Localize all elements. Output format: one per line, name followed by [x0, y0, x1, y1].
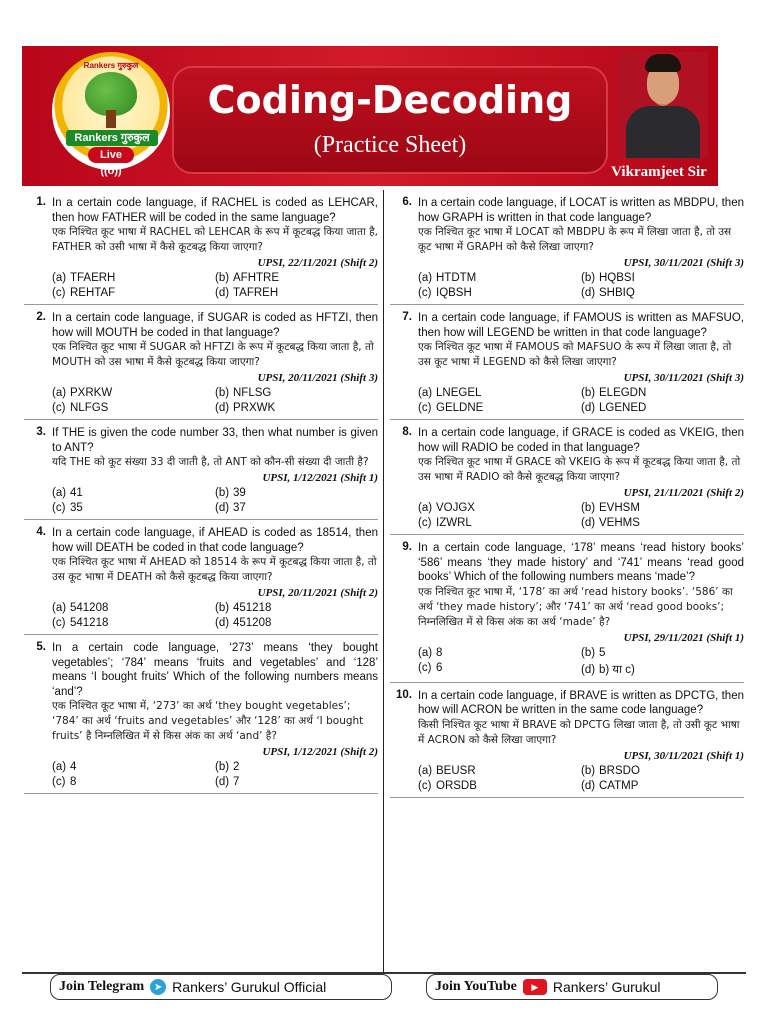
option-letter: (d) [215, 617, 230, 629]
option-item[interactable] [418, 272, 581, 284]
option-item[interactable] [418, 517, 581, 529]
option-letter: (c) [418, 779, 432, 792]
option-letter: (b) [581, 387, 596, 399]
question-number: 9. [402, 541, 412, 553]
option-value: HTDTM [436, 272, 477, 284]
question-text-hi: एक निश्चित कूट भाषा में LOCAT को MBDPU के रूप में लिखा जाता है, तो उस कूट भाषा में GRAPH को कैसे लिखा जाएगा? [418, 226, 732, 253]
question-item [24, 311, 378, 420]
question-item [390, 311, 744, 420]
option-value: VOJGX [436, 502, 475, 514]
option-letter: (c) [52, 617, 66, 629]
option-letter: (c) [418, 287, 432, 299]
option-item[interactable] [418, 765, 581, 777]
question-item [24, 196, 378, 305]
option-value: TFAERH [70, 272, 116, 284]
question-separator [390, 682, 744, 683]
option-item[interactable] [581, 647, 744, 659]
option-value: b) या c) [599, 663, 635, 676]
question-text-hi: एक निश्चित कूट भाषा में, ‘273’ का अर्थ ‘they bought vegetables’; ‘784’ का अर्थ ‘fruits and vegetables’ और ‘128’ का अर्थ ‘I bought fruits’ है निम्नलिखित में से किस अंक का अर्थ ‘and’ है? [52, 700, 364, 742]
question-separator [24, 634, 378, 635]
option-value: 5 [599, 646, 606, 659]
question-number: 1. [36, 196, 46, 208]
option-value: 451218 [233, 602, 272, 614]
presenter-name: Vikramjeet Sir [611, 164, 707, 180]
youtube-link[interactable] [426, 974, 718, 1000]
options-grid [418, 387, 744, 414]
option-letter: (d) [581, 663, 596, 676]
question-source: UPSI, 29/11/2021 (Shift 1) [623, 631, 744, 644]
option-letter: (b) [215, 761, 230, 773]
question-text-en: In a certain code language, if BRAVE is written as DPCTG, then how will ACRON be written in the same code language? [418, 689, 744, 716]
option-value: TAFREH [233, 287, 279, 299]
option-value: IQBSH [436, 287, 472, 299]
option-value: 4 [70, 761, 77, 773]
question-number: 4. [36, 526, 46, 538]
option-item[interactable] [52, 776, 215, 788]
option-letter: (c) [52, 402, 66, 414]
option-letter: (b) [581, 502, 596, 514]
photo-body [626, 106, 700, 158]
option-item[interactable] [52, 402, 215, 414]
option-letter: (a) [418, 764, 433, 777]
option-value: NFLSG [233, 387, 272, 399]
option-value: 35 [70, 502, 83, 514]
question-text-en: In a certain code language, if GRACE is coded as VKEIG, then how will RADIO be coded in that language? [418, 427, 744, 454]
question-number: 3. [36, 426, 46, 438]
question-number: 7. [402, 311, 412, 323]
option-value: 7 [233, 776, 240, 788]
left-column [24, 196, 378, 800]
option-item[interactable] [52, 602, 215, 614]
option-item[interactable] [418, 402, 581, 414]
question-text-hi: एक निश्चित कूट भाषा में RACHEL को LEHCAR के रूप में कूटबद्ध किया जाता है, FATHER को उसी भाषा में कैसे कूटबद्ध किया जाएगा? [52, 226, 378, 253]
question-text-hi: यदि THE को कूट संख्या 33 दी जाती है, तो ANT को कौन-सी संख्या दी जाती है? [52, 456, 369, 468]
option-item[interactable] [581, 780, 744, 792]
option-item[interactable] [581, 272, 744, 284]
option-value: 41 [70, 487, 83, 499]
question-text-hi: एक निश्चित कूट भाषा में AHEAD को 18514 के रूप में कूटबद्ध किया जाता है, तो उस कूट भाषा में DEATH को कैसे कूटबद्ध किया जाएगा? [52, 556, 377, 583]
option-value: CATMP [599, 779, 639, 792]
question-text-hi: एक निश्चित कूट भाषा में, ‘178’ का अर्थ ‘read history books’. ‘586’ का अर्थ ‘they made history’; और ‘741’ का अर्थ ‘read good books’; निम्नलिखित में से किस अंक का अर्थ ‘made’ है? [418, 585, 733, 628]
question-source: UPSI, 30/11/2021 (Shift 1) [623, 749, 744, 762]
question-number: 6. [402, 196, 412, 208]
option-value: 8 [436, 646, 443, 659]
option-value: ORSDB [436, 779, 477, 792]
question-source: UPSI, 1/12/2021 (Shift 2) [262, 746, 378, 758]
question-text-en: In a certain code language, if AHEAD is coded as 18514, then how will DEATH be coded in that code language? [52, 527, 378, 554]
option-letter: (b) [215, 272, 230, 284]
logo-brand: Rankers गुरुकुल [66, 130, 158, 146]
option-letter: (d) [215, 402, 230, 414]
option-letter: (b) [215, 487, 230, 499]
option-letter: (c) [418, 517, 432, 529]
option-item[interactable] [215, 487, 378, 499]
option-item[interactable] [52, 487, 215, 499]
question-separator [24, 793, 378, 794]
option-item[interactable] [215, 287, 378, 299]
header-banner [22, 46, 718, 186]
option-letter: (a) [52, 761, 67, 773]
question-text-en: In a certain code language, if RACHEL is coded as LEHCAR, then how FATHER will be coded in the same language? [52, 197, 378, 224]
question-item [390, 541, 744, 683]
option-item[interactable] [581, 402, 744, 414]
option-letter: (d) [581, 287, 596, 299]
question-separator [390, 304, 744, 305]
option-letter: (d) [581, 517, 596, 529]
option-letter: (b) [581, 272, 596, 284]
option-letter: (d) [581, 779, 596, 792]
options-grid [52, 387, 378, 414]
option-value: 6 [436, 661, 443, 674]
options-grid [52, 761, 378, 788]
question-text-en: In a certain code language, ‘273’ means ‘they bought vegetables’; ‘784’ means ‘fruits and vegetables’ and ‘128’ means ‘I bought fruits’ Which of the following numbers means ‘and’? [52, 642, 378, 698]
telegram-link[interactable] [50, 974, 392, 1000]
question-separator [390, 419, 744, 420]
question-source: UPSI, 20/11/2021 (Shift 2) [257, 587, 378, 599]
presenter-photo [618, 52, 708, 158]
options-grid [418, 502, 744, 529]
question-item [390, 689, 744, 798]
option-value: BRSDO [599, 764, 640, 777]
option-letter: (d) [581, 402, 596, 414]
option-item[interactable] [215, 387, 378, 399]
option-letter: (a) [418, 502, 433, 514]
option-item[interactable] [581, 387, 744, 399]
question-text-hi: एक निश्चित कूट भाषा में FAMOUS को MAFSUO के रूप में लिखा जाता है, तो उस कूट भाषा में LEGEND को कैसे लिखा जाएगा? [418, 341, 732, 368]
question-source: UPSI, 30/11/2021 (Shift 3) [623, 257, 744, 269]
logo-live-badge: Live ((o)) [88, 147, 134, 163]
option-value: VEHMS [599, 517, 640, 529]
option-item[interactable] [215, 617, 378, 629]
question-separator [390, 534, 744, 535]
options-grid [418, 765, 744, 792]
option-value: 541208 [70, 602, 109, 614]
question-separator [24, 419, 378, 420]
logo-top-text: Rankers गुरुकुल [83, 61, 139, 70]
photo-hair [645, 54, 681, 72]
option-letter: (a) [52, 272, 67, 284]
option-value: 451208 [233, 617, 272, 629]
option-letter: (c) [418, 402, 432, 414]
option-item[interactable] [215, 776, 378, 788]
question-text-en: In a certain code language, if LOCAT is written as MBDPU, then how GRAPH is written in that code language? [418, 197, 744, 224]
option-letter: (b) [581, 764, 596, 777]
question-source: UPSI, 21/11/2021 (Shift 2) [623, 487, 744, 499]
question-text-hi: किसी निश्चित कूट भाषा में BRAVE को DPCTG लिखा जाता है, तो उसी कूट भाषा में ACRON को कैसे लिखा जाएगा? [418, 718, 740, 746]
option-value: ELEGDN [599, 387, 647, 399]
youtube-channel-name: Rankers’ Gurukul [552, 979, 661, 995]
question-source: UPSI, 30/11/2021 (Shift 3) [623, 372, 744, 384]
option-item[interactable] [418, 287, 581, 299]
option-item[interactable] [52, 272, 215, 284]
telegram-channel-name: Rankers’ Gurukul Official [172, 979, 327, 995]
option-item[interactable] [581, 662, 744, 677]
question-separator [24, 304, 378, 305]
option-letter: (c) [52, 287, 66, 299]
question-text-en: If THE is given the code number 33, then what number is given to ANT? [52, 427, 378, 454]
youtube-label: Join YouTube [435, 979, 517, 994]
question-text-hi: एक निश्चित कूट भाषा में SUGAR को HFTZI के रूप में कूटबद्ध किया जाता है, तो MOUTH को उस भाषा में कैसे कूटबद्ध किया जाएगा? [52, 341, 374, 368]
option-value: IZWRL [436, 517, 472, 529]
option-item[interactable] [418, 647, 581, 659]
options-grid [52, 487, 378, 514]
option-letter: (c) [418, 661, 432, 674]
page-subtitle: (Practice Sheet) [313, 132, 467, 158]
tree-trunk [106, 110, 116, 128]
option-letter: (b) [581, 646, 596, 659]
option-item[interactable] [52, 617, 215, 629]
options-grid [418, 647, 744, 677]
option-value: GELDNE [436, 402, 484, 414]
option-item[interactable] [215, 272, 378, 284]
question-item [24, 526, 378, 635]
option-letter: (a) [52, 487, 67, 499]
option-value: PRXWK [233, 402, 276, 414]
option-item[interactable] [418, 662, 581, 677]
option-value: REHTAF [70, 287, 116, 299]
question-item [24, 641, 378, 794]
option-value: 541218 [70, 617, 109, 629]
option-value: NLFGS [70, 402, 109, 414]
title-box [172, 66, 608, 174]
option-item[interactable] [581, 765, 744, 777]
telegram-label: Join Telegram [59, 979, 145, 994]
question-item [390, 196, 744, 305]
option-value: PXRKW [70, 387, 113, 399]
option-item[interactable] [581, 287, 744, 299]
question-separator [390, 797, 744, 798]
question-number: 5. [36, 641, 46, 653]
question-text-en: In a certain code language, ‘178’ means ‘read history books’ ‘586’ means ‘they made history’ and ‘741’ means ‘read good books’ Which of the following numbers means ‘made’? [418, 542, 744, 583]
option-value: AFHTRE [233, 272, 279, 284]
option-value: SHBIQ [599, 287, 635, 299]
question-number: 10. [396, 688, 412, 701]
option-item[interactable] [418, 502, 581, 514]
page-title: Coding-Decoding [207, 78, 573, 122]
question-text-en: In a certain code language, if SUGAR is coded as HFTZI, then how will MOUTH be coded in that language? [52, 312, 378, 339]
option-letter: (b) [215, 602, 230, 614]
option-letter: (a) [418, 387, 433, 399]
question-text-en: In a certain code language, if FAMOUS is written as MAFSUO, then how will LEGEND be written in that code language? [418, 312, 744, 339]
question-item [390, 426, 744, 535]
option-value: LNEGEL [436, 387, 482, 399]
option-value: BEUSR [436, 764, 476, 777]
option-item[interactable] [581, 517, 744, 529]
option-value: 2 [233, 761, 240, 773]
option-item[interactable] [52, 387, 215, 399]
option-item[interactable] [52, 502, 215, 514]
options-grid [52, 272, 378, 299]
option-value: EVHSM [599, 502, 640, 514]
question-source: UPSI, 20/11/2021 (Shift 3) [257, 372, 378, 384]
option-value: LGENED [599, 402, 647, 414]
option-letter: (a) [418, 646, 433, 659]
options-grid [418, 272, 744, 299]
question-number: 2. [36, 311, 46, 323]
option-item[interactable] [215, 761, 378, 773]
question-item [24, 426, 378, 520]
option-item[interactable] [418, 387, 581, 399]
option-item[interactable] [215, 402, 378, 414]
option-letter: (a) [418, 272, 433, 284]
question-text-hi: एक निश्चित कूट भाषा में GRACE को VKEIG के रूप में कूटबद्ध किया जाता है, तो उस भाषा में RADIO को कैसे कूटबद्ध किया जाएगा? [418, 456, 741, 483]
question-source: UPSI, 1/12/2021 (Shift 1) [262, 472, 378, 484]
option-letter: (c) [52, 502, 66, 514]
option-item[interactable] [215, 502, 378, 514]
option-letter: (d) [215, 287, 230, 299]
option-letter: (b) [215, 387, 230, 399]
options-grid [52, 602, 378, 629]
option-value: HQBSI [599, 272, 635, 284]
telegram-icon: ➤ [150, 979, 166, 995]
question-source: UPSI, 22/11/2021 (Shift 2) [257, 257, 378, 269]
option-letter: (c) [52, 776, 66, 788]
right-column [390, 196, 744, 804]
rankers-gurukul-logo [52, 52, 170, 177]
option-value: 8 [70, 776, 77, 788]
option-value: 39 [233, 487, 246, 499]
option-value: 37 [233, 502, 246, 514]
option-item[interactable] [418, 780, 581, 792]
option-item[interactable] [52, 761, 215, 773]
option-letter: (d) [215, 502, 230, 514]
option-letter: (d) [215, 776, 230, 788]
option-item[interactable] [52, 287, 215, 299]
column-divider [383, 190, 384, 972]
youtube-icon: ▶ [523, 979, 547, 995]
option-item[interactable] [581, 502, 744, 514]
option-letter: (a) [52, 387, 67, 399]
question-number: 8. [402, 426, 412, 438]
option-letter: (a) [52, 602, 67, 614]
question-separator [24, 519, 378, 520]
option-item[interactable] [215, 602, 378, 614]
